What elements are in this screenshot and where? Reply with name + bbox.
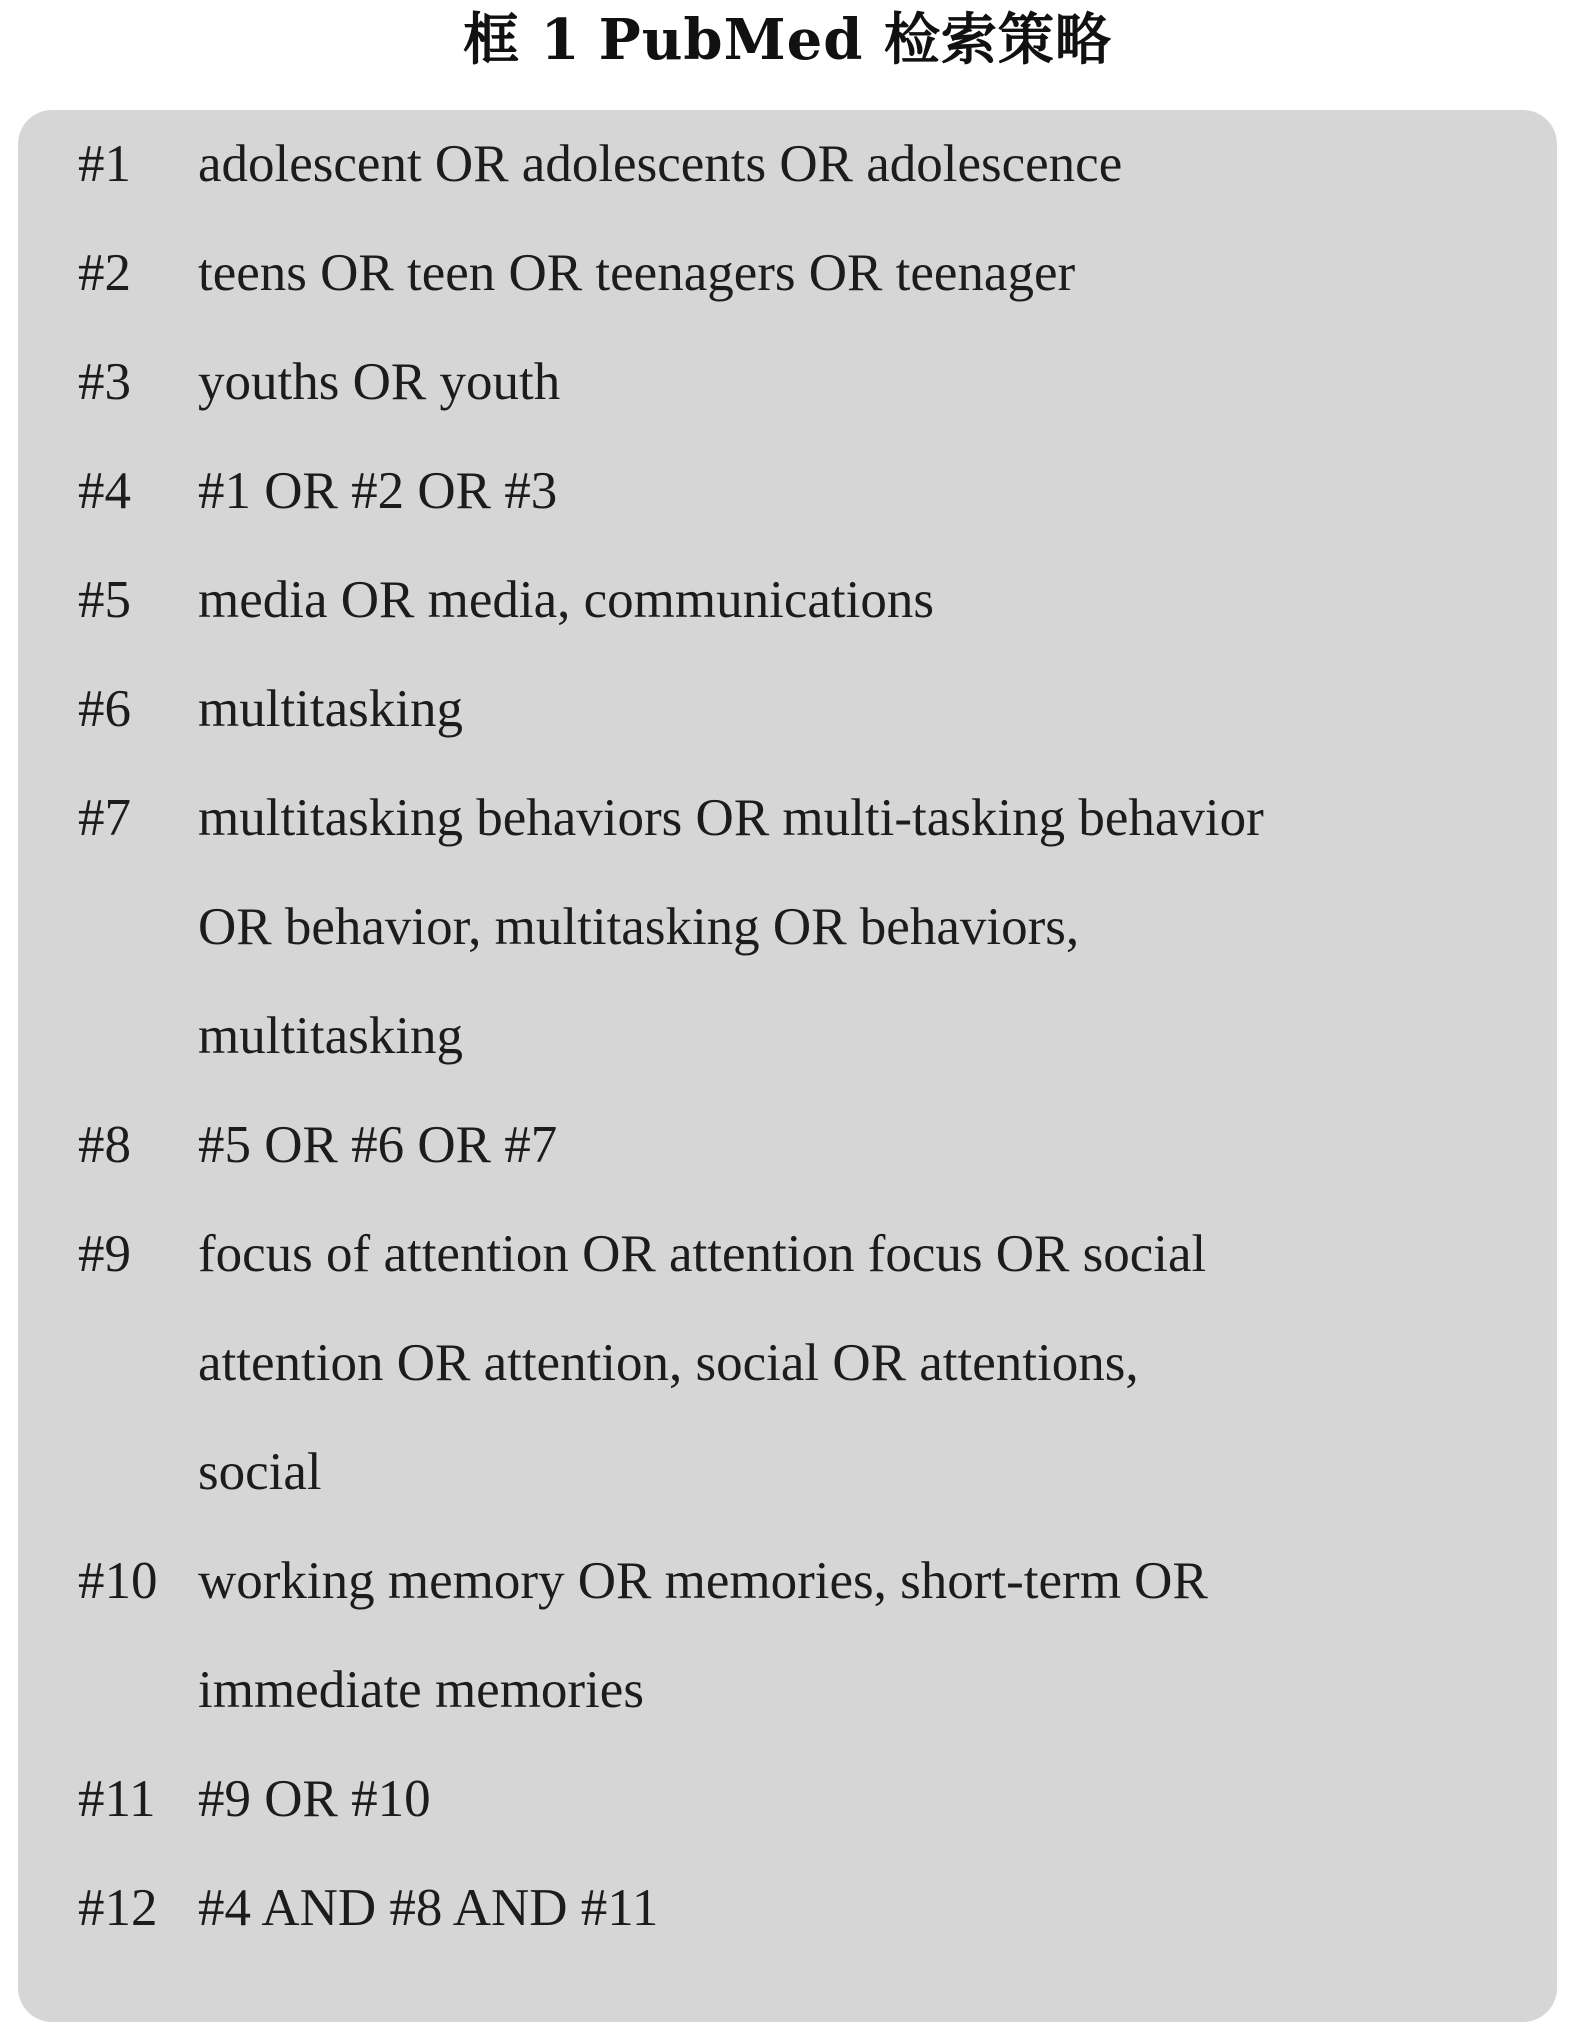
query-number: #2 [78,244,131,302]
query-text-line: #1 OR #2 OR #3 [198,462,558,520]
query-text-line: attention OR attention, social OR attentions, [198,1334,1139,1392]
query-number: #3 [78,353,131,411]
query-text-line: media OR media, communications [198,571,934,629]
query-text-line: youths OR youth [198,353,561,411]
query-text-line: multitasking [198,1007,463,1065]
search-strategy-panel [18,110,1557,2022]
query-text-line: #9 OR #10 [198,1770,431,1828]
query-number: #7 [78,789,131,847]
query-text-line: OR behavior, multitasking OR behaviors, [198,898,1080,956]
query-text-line: adolescent OR adolescents OR adolescence [198,135,1123,193]
query-number: #6 [78,680,131,738]
query-number: #12 [78,1879,158,1937]
query-text-line: focus of attention OR attention focus OR social [198,1225,1207,1283]
box-title [0,0,1575,80]
box-title-text: PubMed 检索策略 [598,7,1112,73]
query-text-line: social [198,1443,322,1501]
query-text-line: #5 OR #6 OR #7 [198,1116,558,1174]
query-number: #9 [78,1225,131,1283]
query-number: #1 [78,135,131,193]
query-text-line: multitasking [198,680,463,738]
query-text-line: multitasking behaviors OR multi-tasking behavior [198,789,1264,847]
query-number: #11 [78,1770,156,1828]
query-number: #5 [78,571,131,629]
query-number: #10 [78,1552,158,1610]
box-label: 框 1 [463,7,581,73]
query-number: #4 [78,462,131,520]
query-text-line: teens OR teen OR teenagers OR teenager [198,244,1076,302]
query-number: #8 [78,1116,131,1174]
query-text-line: #4 AND #8 AND #11 [198,1879,659,1937]
query-text-line: working memory OR memories, short-term OR [198,1552,1208,1610]
query-text-line: immediate memories [198,1661,644,1719]
